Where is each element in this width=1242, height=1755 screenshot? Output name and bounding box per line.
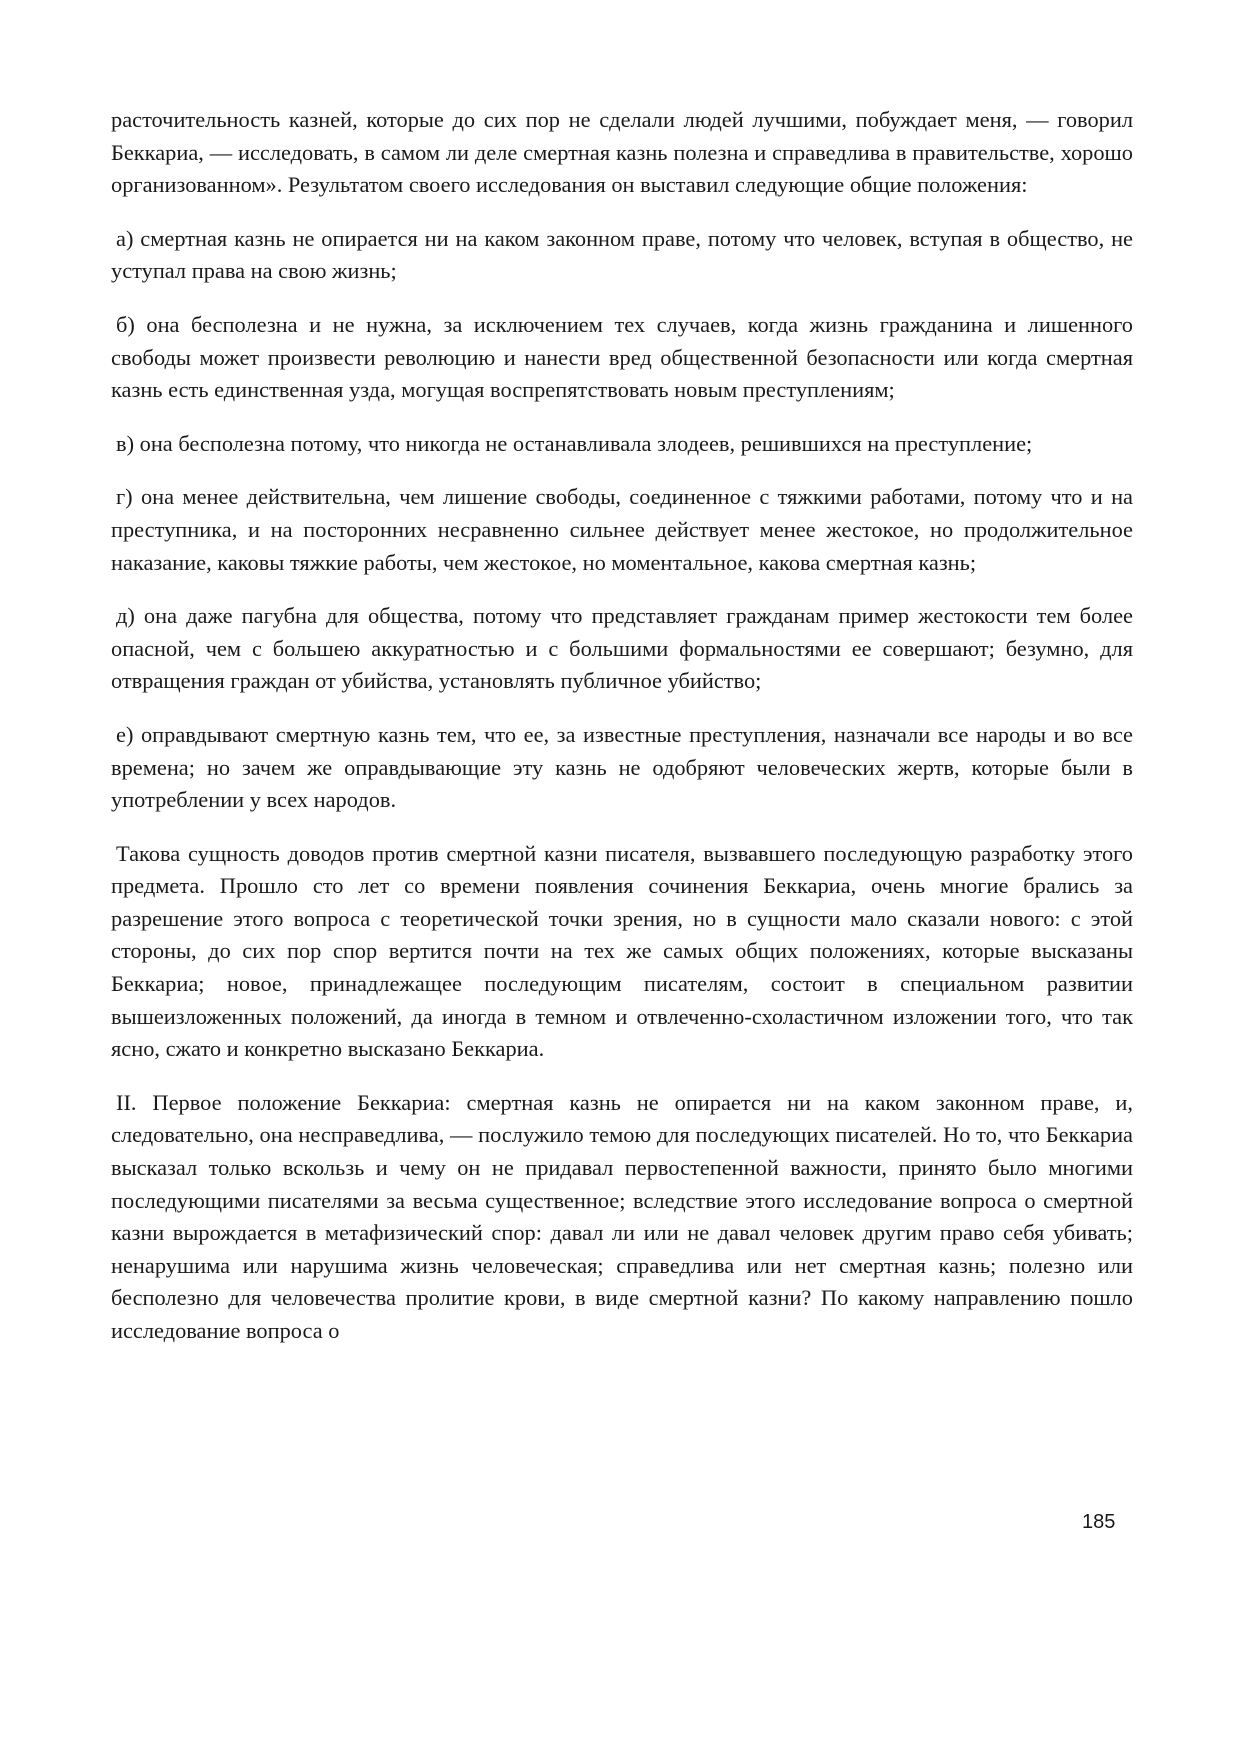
paragraph-point-v: в) она бесполезна потому, что никогда не останавливала злодеев, решившихся на преступление; (116, 430, 1033, 456)
paragraph-section-ii: II. Первое положение Беккариа: смертная казнь не опирается ни на каком законном праве, и, следовательно, она несправедлива, — послужило темою для последующих писателей. Но то, что Беккариа высказал только вскользь и чему он не придавал первостепенной важности, принято было многими последующими писателями за весьма существенное; вследствие этого исследование вопроса о смертной казни вырождается в метафизический спор: давал ли или не давал человек другим право себя убивать; ненарушима или нарушима жизнь человеческая; справедлива или нет смертная казнь; полезно или бесполезно для человечества пролитие крови, в виде смертной казни? По какому направлению пошло исследование вопроса о (111, 1089, 1133, 1343)
paragraph-intro: расточительность казней, которые до сих пор не сделали людей лучшими, побуждает меня, — говорил Беккариа, — исследовать, в самом ли деле смертная казнь полезна и справедлива в правительстве, хорошо организованном». Результатом своего исследования он выставил следующие общие положения: (111, 107, 1133, 198)
body-text (111, 104, 1133, 1369)
paragraph-point-a: а) смертная казнь не опирается ни на каком законном праве, потому что человек, вступая в общество, не уступал права на свою жизнь; (111, 225, 1133, 284)
page-number: 185 (1082, 1511, 1116, 1533)
paragraph-point-d: д) она даже пагубна для общества, потому что представляет гражданам пример жестокости тем более опасной, чем с большею аккуратностью и с большими формальностями ее совершают; безумно, для отвращения граждан от убийства, установлять публичное убийство; (111, 603, 1133, 694)
paragraph-point-b: б) она бесполезна и не нужна, за исключением тех случаев, когда жизнь гражданина и лишенного свободы может произвести революцию и нанести вред общественной безопасности или когда смертная казнь есть единственная узда, могущая воспрепятствовать новым преступлениям; (111, 311, 1133, 403)
paragraph-summary: Такова сущность доводов против смертной казни писателя, вызвавшего последующую разработку этого предмета. Прошло сто лет со времени появления сочинения Беккариа, очень многие брались за разрешение этого вопроса с теоретической точки зрения, но в сущности мало сказали нового: с этой стороны, до сих пор спор вертится почти на тех же самых общих положениях, которые высказаны Беккариа; новое, принадлежащее последующим писателям, состоит в специальном развитии вышеизложенных положений, да иногда в темном и отвлеченно-схоластичном изложении того, что так ясно, сжато и конкретно высказано Беккариа. (111, 840, 1133, 1062)
paragraph-point-g: г) она менее действительна, чем лишение свободы, соединенное с тяжкими работами, потому что и на преступника, и на посторонних несравненно сильнее действует менее жестокое, но продолжительное наказание, каковы тяжкие работы, чем жестокое, но моментальное, какова смертная казнь; (111, 484, 1133, 575)
paragraph-point-e: е) оправдывают смертную казнь тем, что ее, за известные преступления, назначали все народы и во все времена; но зачем же оправдывающие эту казнь не одобряют человеческих жертв, которые были в употреблении у всех народов. (111, 721, 1133, 813)
